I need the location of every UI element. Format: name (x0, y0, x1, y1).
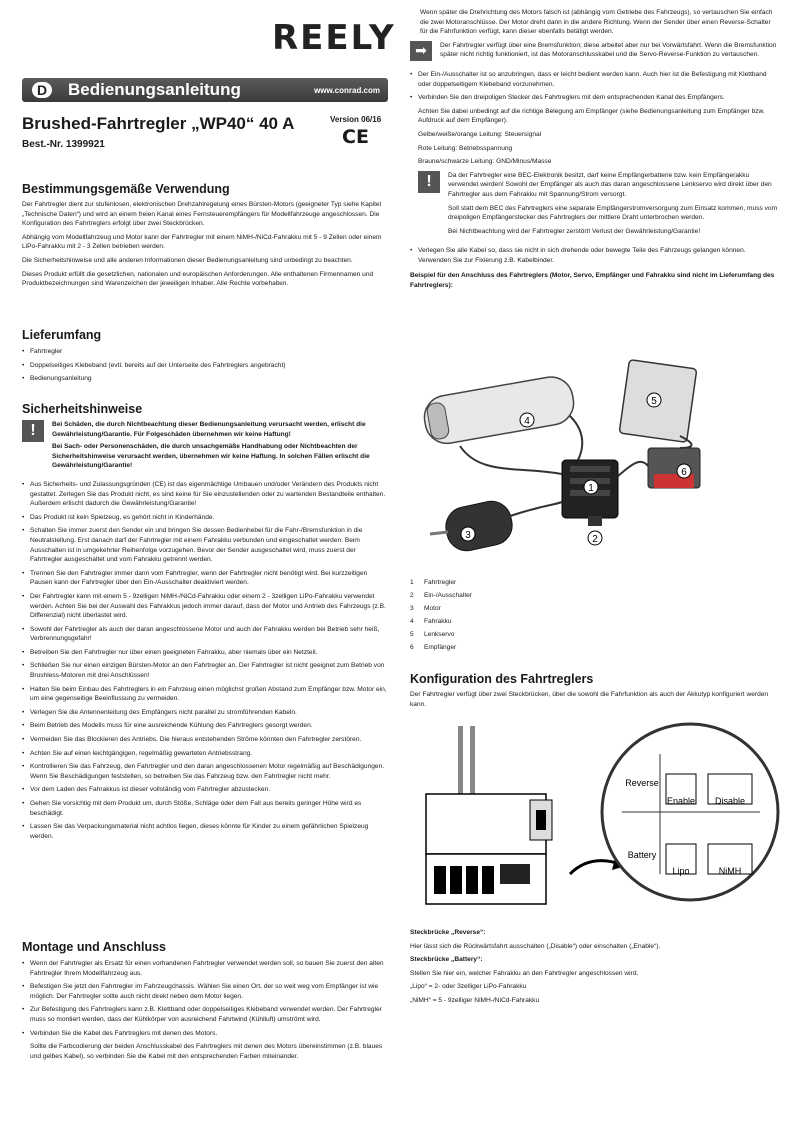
battery-pack (421, 374, 577, 447)
reverse-label: Reverse (625, 778, 659, 788)
callout-2: 2 (592, 534, 598, 545)
warning-text: Bei Schäden, die durch Nichtbeachtung dieser Bedienungsanleitung verursacht werden, erlischt die Gewährleistung/Garantie. Für Folgeschäden übernehmen wir keine Haftung! (52, 421, 366, 438)
list-item: • Das Produkt ist kein Spielzeug, es gehört nicht in Kinderhände. (22, 513, 388, 523)
paragraph: Achten Sie dabei unbedingt auf die richtige Belegung am Empfänger (siehe Bedienungsanleitung zum Empfänger bzw. Aufdruck auf dem Empfänger). (418, 107, 765, 125)
version-label: Version 06/16 (330, 115, 382, 124)
list-item: • Bedienungsanleitung (22, 374, 388, 384)
banner-url[interactable]: www.conrad.com (314, 85, 380, 95)
reverse-text: Hier lässt sich die Rückwärtsfahrt ausschalten („Disable“) oder einschalten („Enable“). (410, 942, 661, 950)
list-item: • Lassen Sie das Verpackungsmaterial nicht achtlos liegen, dieses könnte für Kinder zu einem gefährlichen Spielzeug werden. (22, 822, 388, 841)
document-title: Brushed-Fahrtregler „WP40“ 40 A (22, 114, 295, 133)
list-item: • Verbinden Sie die Kabel des Fahrtreglers mit denen des Motors. (22, 1029, 388, 1039)
section-configuration (410, 672, 780, 713)
list-item: • Der Ein-/Ausschalter ist so anzubringen, dass er leicht bedient werden kann. Auch hier ist die Befestigung mit Klettband oder doppelseitigem Klebeband vorzunehmen. (410, 70, 780, 89)
list-item: • Doppelseitiges Klebeband (evtl. bereits auf der Unterseite des Fahrtreglers angebracht) (22, 361, 388, 371)
lipo-label: Lipo (672, 866, 690, 876)
list-item: • Betreiben Sie den Fahrtregler nur über einen geeigneten Fahrakku, aber niemals über ein Netzteil. (22, 648, 388, 658)
example-caption: Beispiel für den Anschluss des Fahrtreglers (Motor, Servo, Empfänger und Fahrakku sind nicht im Lieferumfang des Fahrtreglers): (410, 272, 775, 290)
wire-ground: Braune/schwarze Leitung: GND/Minus/Masse (418, 158, 552, 166)
controller-board (426, 726, 552, 904)
brand-logo: REELY (272, 18, 396, 58)
list-item: • Verlegen Sie alle Kabel so, dass sie nicht in sich drehende oder bewegte Teile des Fahrzeugs gelangen können. Verwenden Sie zur Fixierung z.B. Kabelbinder. (410, 246, 780, 265)
list-item: 6 Empfänger (410, 644, 457, 651)
callout-1: 1 (588, 483, 594, 494)
battery-heading: Steckbrücke „Battery“: (410, 956, 483, 964)
callout-4: 4 (524, 416, 530, 427)
section-intended-use (22, 182, 388, 293)
right-column (410, 8, 780, 295)
language-badge: D (32, 82, 52, 98)
order-number: Best.-Nr. 1399921 (22, 139, 105, 150)
nimh-label: NiMH (718, 866, 742, 876)
nimh-text: „NiMH“ = 5 - 9zelliger NiMH-/NiCd-Fahrakku (410, 996, 540, 1004)
list-item: • Zur Befestigung des Fahrtreglers kann z.B. Klettband oder doppelseitiges Klebeband verwendet werden. Der Fahrtregler muss so montiert werden, dass der Kühlkörper von ausreichend Fahrtwind (Kühlluft) umströmt wird. (22, 1005, 388, 1024)
paragraph: Der Fahrtregler dient zur stufenlosen, elektronischen Drehzahlregelung eines Bürsten-Motors (geeigneter Typ siehe Kapitel „Technische Daten“) und wird an einem freien Kanal eines Fernsteuerempfängers für Modellfahrzeuge angeschlossen. Die Konfiguration des Fahrtreglers erfolgt über zwei Steckbrücken. (22, 201, 382, 228)
ce-mark: CE (342, 126, 369, 148)
banner-title: Bedienungsanleitung (68, 80, 241, 99)
arrow-right-icon: ➡ (410, 41, 432, 61)
manual-banner (22, 78, 388, 102)
list-item: 2 Ein-/Ausschalter (410, 592, 473, 599)
warning-text: Da der Fahrtregler eine BEC-Elektronik besitzt, darf keine Empfängerbatterie bzw. kein Empfängerakku verwendet werden! Sowohl der Empfänger als auch das daran angeschlossene Lenkservo wird direkt über den Fahrtregler aus dem Fahrakku mit Spannung/Strom versorgt. (448, 171, 772, 198)
callout-5: 5 (651, 396, 657, 407)
list-item: • Verlegen Sie die Antennenleitung des Empfängers nicht parallel zu stromführenden Kabeln. (22, 708, 388, 718)
list-item: • Fahrtregler (22, 347, 388, 357)
disable-label: Disable (714, 796, 746, 806)
note-box (410, 41, 780, 64)
section-title: Sicherheitshinweise (22, 402, 143, 416)
list-item: • Kontrollieren Sie das Fahrzeug, den Fahrtregler und den daran angeschlossenen Motor regelmäßig auf Beschädigungen. Wenn Sie Beschädigungen feststellen, so betreiben Sie das Fahrzeug bzw. den Fahrtregler nicht mehr. (22, 762, 388, 781)
list-item: 4 Fahrakku (410, 618, 452, 625)
paragraph: Die Sicherheitshinweise und alle anderen Informationen dieser Bedienungsanleitung sind unbedingt zu beachten. (22, 256, 353, 264)
warning-text: Bei Nichtbeachtung wird der Fahrtregler zerstört! Verlust der Gewährleistung/Garantie! (448, 227, 701, 235)
jumper-explanations (410, 928, 780, 1010)
parts-list (410, 576, 610, 654)
warning-icon: ! (22, 420, 44, 442)
jumper-diagram (410, 714, 780, 924)
list-item: 3 Motor (410, 605, 441, 612)
list-item: • Der Fahrtregler kann mit einem 5 - 9zelligen NiMH-/NiCd-Fahrakku oder einem 2 - 3zelligen LiPo-Fahrakku verwendet werden. Achten Sie bei der Auswahl des Fahrakkus jedoch immer darauf, dass der Motor und Antrieb des Fahrzeugs (z.B. Differenzial) nicht überlastet wird. (22, 592, 388, 621)
battery-text: Stellen Sie hier ein, welcher Fahrakku an den Fahrtregler angeschlossen wird. (410, 969, 639, 977)
warning-icon: ! (418, 171, 440, 193)
section-scope-of-delivery (22, 328, 388, 388)
list-item: • Trennen Sie den Fahrtregler immer dann vom Fahrtregler, wenn der Fahrtregler nicht benötigt wird. Bei kurzzeitigen Pausen kann der Fahrtregler über den Ein-/Ausschalter deaktiviert werden. (22, 569, 388, 588)
paragraph: Sollte die Farbcodierung der beiden Anschlusskabel des Fahrtreglers mit denen des Motors übereinstimmen (z.B. blaues und gelbes Kabel), so verbinden Sie die Kabel mit den entsprechenden Farben miteinander. (30, 1043, 383, 1060)
paragraph: Abhängig vom Modellfahrzeug und Motor kann der Fahrtregler mit einem NiMH-/NiCd-Fahrakku mit 5 - 9 Zellen oder einem LiPo-Fahrakku mit 2 - 3 Zellen betrieben werden. (22, 233, 382, 251)
wire-signal: Gelbe/weiße/orange Leitung: Steuersignal (418, 130, 542, 138)
section-title: Montage und Anschluss (22, 940, 166, 954)
list-item: • Wenn der Fahrtregler als Ersatz für einen vorhandenen Fahrtregler verwendet werden soll, so bauen Sie zuerst den alten Fahrtregler Ihrem Modellfahrzeug aus. (22, 959, 388, 978)
list-item: • Befestigen Sie jetzt den Fahrtregler im Fahrzeugchassis. Wählen Sie einen Ort, der so weit weg vom Empfänger ist wie möglich. Der Fahrtregler sollte auch nicht direkt neben dem Motor liegen. (22, 982, 388, 1001)
list-item: • Beim Betrieb des Modells muss für eine ausreichende Kühlung des Fahrtreglers gesorgt werden. (22, 721, 388, 731)
list-item: • Verbinden Sie den dreipoligen Stecker des Fahrtreglers mit dem entsprechenden Kanal des Empfängers. (410, 93, 780, 103)
list-item: • Achten Sie auf einen leichtgängigen, regelmäßig gewarteten Antriebsstrang. (22, 749, 388, 759)
list-item: 5 Lenkservo (410, 631, 455, 638)
list-item: • Schalten Sie immer zuerst den Sender ein und bringen Sie dessen Bedienhebel für die Fahr-/Bremsfunktion in die Neutralstellung. Erst danach darf der Fahrtregler mit einem Fahrakku verbunden und eingeschaltet werden. Beim Ausschalten ist in umgekehrter Reihenfolge vorzugehen. Bevor der Sender ausgeschaltet wird, muss zuerst der Fahrtregler ausgeschaltet und vom Fahrakku getrennt werden. (22, 526, 388, 564)
paragraph: Dieses Produkt erfüllt die gesetzlichen, nationalen und europäischen Anforderungen. Alle enthaltenen Firmennamen und Produktbezeichnungen sind Warenzeichen der jeweiligen Inhaber. Alle Rechte vorbehalten. (22, 270, 374, 288)
lipo-text: „Lipo“ = 2- oder 3zelliger LiPo-Fahrakku (410, 983, 527, 991)
callout-6: 6 (681, 467, 687, 478)
section-title: Lieferumfang (22, 328, 102, 342)
brushed-motor (430, 498, 516, 555)
connection-diagram (410, 356, 780, 566)
list-item: • Vermeiden Sie das Blockieren des Antriebs. Die hieraus entstehenden Ströme könnten den Fahrtregler zerstören. (22, 735, 388, 745)
list-item: • Sowohl der Fahrtregler als auch der daran angeschlossene Motor und auch der Fahrakku werden bei Betrieb sehr heiß, Verbrennungsgefahr! (22, 625, 388, 644)
warning-box (418, 171, 780, 241)
wire-power: Rote Leitung: Betriebsspannung (418, 144, 513, 152)
enable-label: Enable (666, 796, 696, 806)
list-item: • Schließen Sie nur einen einzigen Bürsten-Motor an den Fahrtregler an. Der Fahrtregler ist nicht geeignet zum Betrieb von Brushless-Motoren mit drei Anschlüssen! (22, 661, 388, 680)
list-item: • Vor dem Laden des Fahrakkus ist dieser vollständig vom Fahrtregler abzustecken. (22, 785, 388, 795)
battery-label: Battery (627, 850, 657, 860)
list-item: • Gehen Sie vorsichtig mit dem Produkt um, durch Stöße, Schläge oder dem Fall aus bereits geringer Höhe wird es beschädigt. (22, 799, 388, 818)
section-mounting (22, 940, 388, 1065)
list-item: • Halten Sie beim Einbau des Fahrtreglers in ein Fahrzeug einen möglichst großen Abstand zum Empfänger bzw. Motor ein, um eine gegenseitige Beeinflussung zu vermeiden. (22, 685, 388, 704)
reverse-heading: Steckbrücke „Reverse“: (410, 929, 486, 936)
warning-box (22, 420, 388, 474)
section-title: Bestimmungsgemäße Verwendung (22, 182, 230, 196)
receiver-box (648, 448, 700, 488)
list-item: • Aus Sicherheits- und Zulassungsgründen (CE) ist das eigenmächtige Umbauen und/oder Verändern des Produkts nicht gestattet. Zerlegen Sie das Produkt nicht, es sind keine für Sie einzustellenden oder zu wartenden Bestandteile enthalten. Außerdem erlischt dadurch die Gewährleistung/Garantie! (22, 480, 388, 509)
power-switch (588, 516, 602, 526)
warning-text: Bei Sach- oder Personenschäden, die durch unsachgemäße Handhabung oder Nichtbeachten der Sicherheitshinweise verursacht werden, übernehmen wir keine Haftung. In solchen Fällen erlischt die Gewährleistung/Garantie! (52, 443, 370, 470)
paragraph: Der Fahrtregler verfügt über zwei Steckbrücken, über die sowohl die Fahrfunktion als auch der Akkutyp konfiguriert werden kann. (410, 691, 769, 708)
warning-text: Soll statt dem BEC des Fahrtreglers eine separate Empfängerstromversorgung zum Einsatz kommen, muss vom dreipoligen Empfängerstecker des Fahrtreglers der mittlere Draht unterbrochen werden. (448, 204, 778, 222)
section-safety (22, 402, 388, 845)
list-item: 1 Fahrtregler (410, 579, 457, 586)
note-text: Der Fahrtregler verfügt über eine Bremsfunktion; diese arbeitet aber nur bei Vorwärtsfahrt. Wenn die Bremsfunktion später nicht richtig funktioniert, ist das Motoranschlusskabel und die Servo-Reverse-Funktion zu vertauschen. (440, 41, 777, 59)
section-title: Konfiguration des Fahrtreglers (410, 672, 594, 686)
callout-3: 3 (465, 530, 471, 541)
paragraph: Wenn später die Drehrichtung des Motors falsch ist (abhängig vom Getriebe des Fahrzeugs), so vertauschen Sie einfach die zwei Motoranschlüsse. Der Motor dreht dann in die andere Richtung. Wenn der Sender über einen Reverse-Schalter für die Fahrfunktion verfügt, kann dieser ebenfalls betätigt werden. (420, 9, 773, 36)
